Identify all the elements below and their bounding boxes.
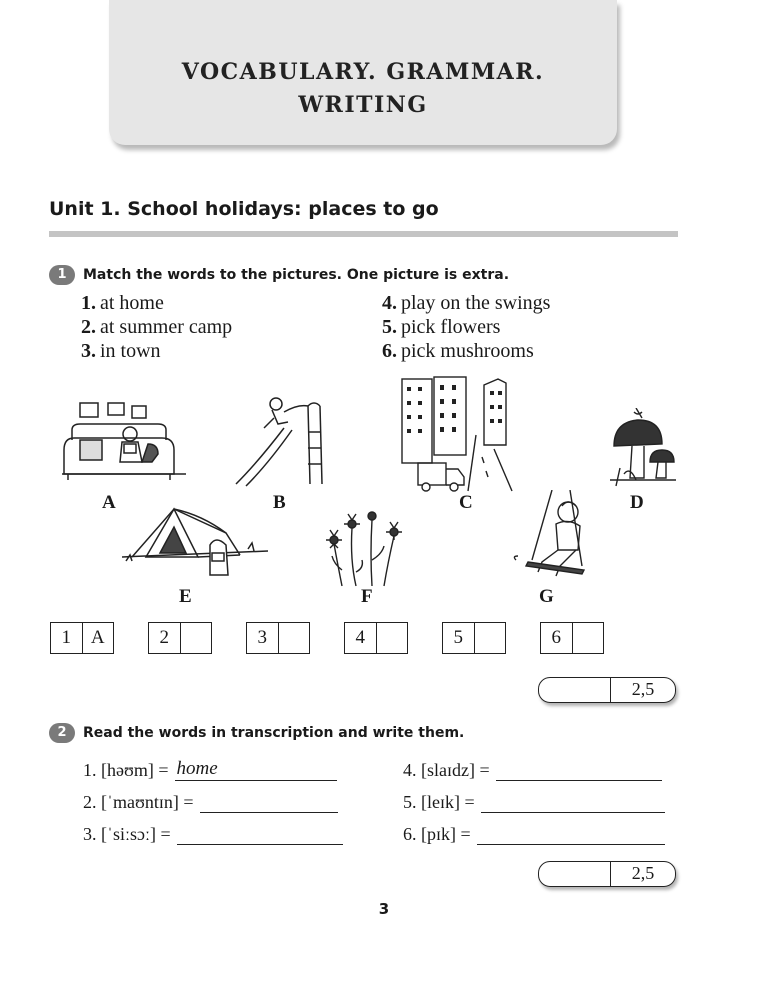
- answer-line[interactable]: [496, 758, 662, 781]
- word-item: 4. play on the swings: [382, 292, 551, 314]
- score-box: [538, 861, 676, 887]
- section-title-line2: WRITING: [298, 92, 428, 118]
- picture-label: F: [361, 586, 373, 607]
- word-item: 5. pick flowers: [382, 316, 501, 338]
- answer-box[interactable]: 5: [442, 622, 506, 654]
- section-banner: [109, 0, 617, 145]
- sofa-reading-icon: [62, 400, 186, 490]
- answer-line[interactable]: [477, 822, 665, 845]
- answer-line[interactable]: home: [175, 758, 337, 781]
- mushrooms-icon: [608, 408, 678, 488]
- page-number: 3: [378, 900, 390, 918]
- answer-box[interactable]: 1 A: [50, 622, 114, 654]
- picture-label: B: [273, 492, 286, 513]
- exercise-1-instruction: Match the words to the pictures. One picture is extra.: [83, 267, 510, 283]
- word-item: 6. pick mushrooms: [382, 340, 534, 362]
- picture-label: D: [630, 492, 644, 513]
- transcription-item: 4. [slaɪdz] =: [403, 758, 662, 781]
- answer-line[interactable]: [200, 790, 338, 813]
- answer-line[interactable]: [177, 822, 343, 845]
- slide-icon: [228, 392, 338, 492]
- section-title-line1: VOCABULARY. GRAMMAR.: [181, 59, 545, 85]
- answer-box[interactable]: 6: [540, 622, 604, 654]
- transcription-item: 1. [həʊm] = home: [83, 758, 337, 781]
- picture-label: A: [102, 492, 116, 513]
- answer-box[interactable]: 3: [246, 622, 310, 654]
- unit-divider: [49, 231, 678, 237]
- picture-label: E: [179, 586, 192, 607]
- swing-icon: [512, 490, 604, 586]
- tent-icon: [122, 505, 272, 587]
- score-blank[interactable]: [539, 862, 611, 886]
- answer-line[interactable]: [481, 790, 665, 813]
- unit-title: Unit 1. School holidays: places to go: [49, 198, 439, 220]
- flowers-icon: [322, 510, 414, 588]
- word-item: 2. at summer camp: [81, 316, 233, 338]
- transcription-item: 2. [ˈmaʊntɪn] =: [83, 790, 338, 813]
- picture-label: C: [459, 492, 473, 513]
- transcription-item: 3. [ˈsiːsɔː] =: [83, 822, 343, 845]
- picture-label: G: [539, 586, 554, 607]
- word-item: 1. at home: [81, 292, 164, 314]
- score-box: [538, 677, 676, 703]
- score-value: 2,5: [631, 679, 655, 699]
- answer-box[interactable]: 4: [344, 622, 408, 654]
- answer-box[interactable]: 2: [148, 622, 212, 654]
- exercise-2-number-badge: 2: [49, 723, 75, 743]
- exercise-2-header: [49, 723, 464, 743]
- city-icon: [398, 375, 522, 493]
- transcription-item: 5. [leɪk] =: [403, 790, 665, 813]
- exercise-1-header: [49, 265, 509, 285]
- word-item: 3. in town: [81, 340, 161, 362]
- score-value: 2,5: [631, 863, 655, 883]
- transcription-item: 6. [pɪk] =: [403, 822, 665, 845]
- exercise-1-number-badge: 1: [49, 265, 75, 285]
- score-blank[interactable]: [539, 678, 611, 702]
- section-title: [109, 56, 617, 122]
- exercise-2-instruction: Read the words in transcription and write them.: [83, 725, 465, 741]
